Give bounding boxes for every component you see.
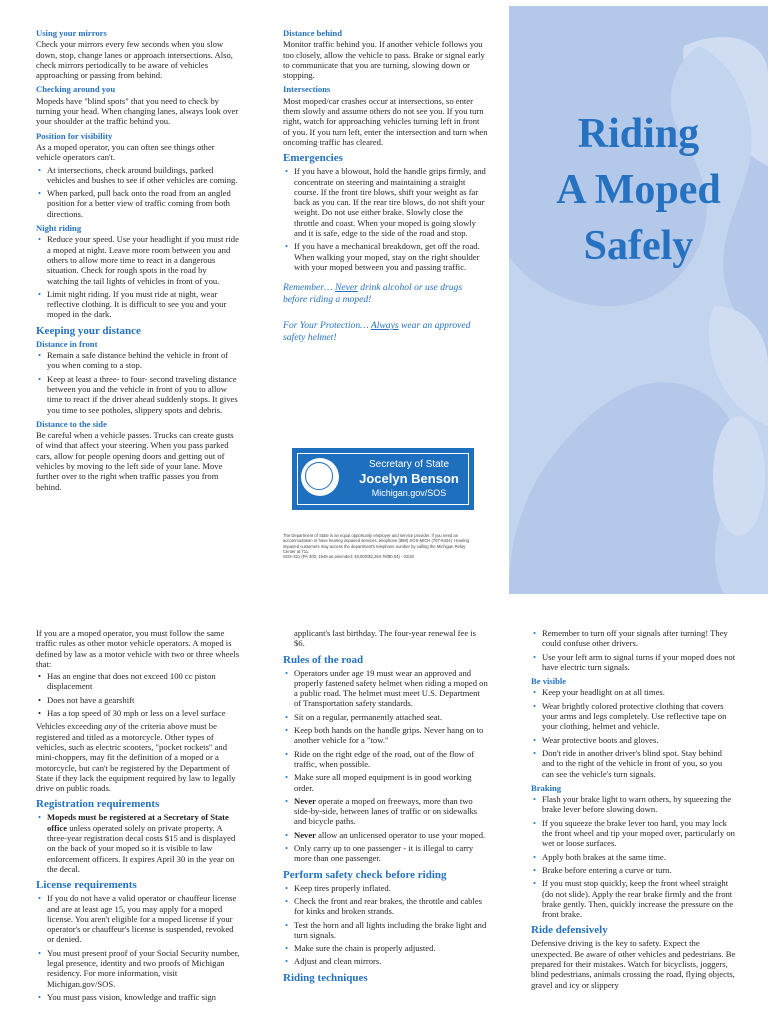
list-item: • At intersections, check around buildings, parked vehicles and bushes to see if other vehicles are coming. bbox=[36, 165, 239, 186]
top-middle-column bbox=[283, 28, 488, 358]
side-text: Be careful when a vehicle passes. Trucks can create gusts of wind that affect your steering. When you pass parked cars, allow for people opening doors and getting out of vehicles by moving to the left side of your lane. Move further over to the right when traffic passes you from behind. bbox=[36, 430, 234, 492]
list-item: • Keep at least a three- to four- second traveling distance between you and the vehicle in front of you to allow time to react if the driver ahead suddenly stops. It gives you time to see potholes, slippery spots and debris. bbox=[36, 374, 239, 415]
sos-title: Secretary of State bbox=[368, 459, 450, 470]
state-seal-icon bbox=[301, 458, 339, 496]
list-item: • If you do not have a valid operator or chauffeur license and are at least age 15, you may apply for a moped license. You aren't eligible for a moped license if your operator's or chauffeur's license is suspended, revoked or denied. bbox=[36, 893, 242, 944]
list-item: • If you have a mechanical breakdown, get off the road. When walking your moped, stay on the right shoulder with your moped between you and passing traffic. bbox=[283, 241, 488, 272]
braking-heading: Braking bbox=[531, 782, 562, 793]
top-left-column bbox=[36, 28, 239, 494]
front-heading: Distance in front bbox=[36, 338, 98, 349]
list-item: • Apply both brakes at the same time. bbox=[531, 852, 736, 862]
safety-check-heading: Perform safety check before riding bbox=[283, 868, 447, 881]
bottom-left-column bbox=[36, 628, 242, 1005]
list-item: • If you have a blowout, hold the handle grips firmly, and concentrate on steering and maintaining a straight course. If the front tire blows, shift your weight as far back as you can. If the rear tire blows, do not shift your weight. Do not use either brake. Slowly close the throttle and coast. When your moped is going slowly and it is safe, edge to the side of the road and stop. bbox=[283, 166, 488, 238]
list-item: • Remain a safe distance behind the vehicle in front of you when coming to a stop. bbox=[36, 350, 239, 371]
fine-print: The Department of State is an equal opportunity employer and service provider. If you need an accommodation or have hearing impaired services, telephone (888) SOS-MICH (767-6424). Hearing impaired customers may access the department's telephone number by calling the Michigan Relay Center at 711. SOS-321 (PA 300, 1949 as amended; 48,000/$2,294.78/$0.04) - 02/20 bbox=[283, 533, 469, 560]
night-heading: Night riding bbox=[36, 223, 82, 234]
list-item: • Wear brightly colored protective clothing that covers your arms and legs completely. Use reflective tape on your clothing, helmet and vehicle. bbox=[531, 701, 736, 732]
sos-logo-badge bbox=[292, 448, 474, 510]
list-item: • Never allow an unlicensed operator to use your moped. bbox=[283, 830, 488, 840]
list-item: • Remember to turn off your signals after turning! They could confuse other drivers. bbox=[531, 628, 736, 649]
bottom-middle-column bbox=[283, 628, 488, 986]
registration-heading: Registration requirements bbox=[36, 798, 160, 811]
mirrors-text: Check your mirrors every few seconds when you slow down, stop, change lanes or approach intersections. Also, check mirrors periodically to be aware of vehicles approaching or passing from behind. bbox=[36, 39, 233, 81]
continued-text: applicant's last birthday. The four-year renewal fee is $6. bbox=[294, 628, 477, 649]
vehicles-text: Vehicles exceeding any of the criteria above must be registered and titled as a motorcycle. Other types of vehicles, such as electric scooters, "pocket rockets" and mini-choppers, may fit the definition of a moped or a motorcycle, but can't be registered by the Department of State if they lack the equipment required by law to legally drive on public roads. bbox=[36, 721, 236, 794]
visible-heading: Be visible bbox=[531, 676, 567, 687]
list-item: • Use your left arm to signal turns if your moped does not have electric turn signals. bbox=[531, 652, 736, 673]
intersections-text: Most moped/car crashes occur at intersections, so enter them slowly and assume others do not see you. If you turn right, watch for approaching vehicles turning left in front of you. If you turn left, enter the intersection and turn when oncoming traffic has cleared. bbox=[283, 95, 488, 147]
list-item: • Never operate a moped on freeways, more than two side-by-side, between lanes of traffic or on sidewalks and bicycle paths. bbox=[283, 796, 488, 827]
bottom-right-column bbox=[531, 628, 736, 992]
sos-name: Jocelyn Benson bbox=[359, 471, 459, 486]
emergencies-heading: Emergencies bbox=[283, 152, 343, 165]
mirrors-heading: Using your mirrors bbox=[36, 28, 107, 38]
defensive-text: Defensive driving is the key to safety. Expect the unexpected. Be aware of other vehicles and pedestrians. Be prepared for their mistakes. Watch for bicyclists, joggers, blind pedestrians, animals crossing the road, flying objects, gravel and icy or slippery bbox=[531, 938, 736, 990]
list-item: • Don't ride in another driver's blind spot. Stay behind and to the right of the vehicle in front of you, so you can see the vehicle's turn signals. bbox=[531, 748, 736, 779]
list-item: • You must pass vision, knowledge and traffic sign bbox=[36, 992, 242, 1002]
intersections-heading: Intersections bbox=[283, 84, 331, 95]
behind-heading: Distance behind bbox=[283, 28, 342, 38]
list-item: • Only carry up to one passenger - it is illegal to carry more than one passenger. bbox=[283, 843, 488, 864]
list-item: • Check the front and rear brakes, the throttle and cables for kinks and broken strands. bbox=[283, 896, 488, 917]
keeping-heading: Keeping your distance bbox=[36, 324, 141, 337]
list-item: • Brake before entering a curve or turn. bbox=[531, 865, 736, 875]
list-item: • Sit on a regular, permanently attached seat. bbox=[283, 712, 488, 722]
behind-text: Monitor traffic behind you. If another vehicle follows you too closely, allow the vehicle to pass. Brake or signal early to communicate that you are turning, slowing down or stopping. bbox=[283, 39, 485, 81]
sos-website: Michigan.gov/SOS bbox=[371, 488, 447, 498]
list-item: • Flash your brake light to warn others, by squeezing the brake lever before slowing down. bbox=[531, 794, 736, 815]
list-item: • Keep your headlight on at all times. bbox=[531, 687, 736, 697]
list-item: • Keep both hands on the handle grips. Never hang on to another vehicle for a "tow." bbox=[283, 725, 488, 746]
side-heading: Distance to the side bbox=[36, 418, 107, 429]
list-item: • Make sure the chain is properly adjusted. bbox=[283, 943, 488, 953]
list-item: • Make sure all moped equipment is in good working order. bbox=[283, 772, 488, 793]
list-item: • Adjust and clean mirrors. bbox=[283, 956, 488, 966]
protection-note: For Your Protection… Always wear an approved safety helmet! bbox=[283, 320, 471, 344]
defensive-heading: Ride defensively bbox=[531, 924, 608, 937]
rules-heading: Rules of the road bbox=[283, 653, 364, 666]
techniques-heading: Riding techniques bbox=[283, 971, 368, 984]
cover-panel bbox=[509, 6, 768, 594]
list-item: • If you squeeze the brake lever too hard, you may lock the front wheel and tip your moped over, particularly on wet or loose surfaces. bbox=[531, 818, 736, 849]
remember-note: Remember… Never drink alcohol or use drugs before riding a moped! bbox=[283, 282, 463, 306]
list-item: • Reduce your speed. Use your headlight if you must ride a moped at night. Leave more room between you and others to allow more time to react in a dangerous situation. Check for rough spots in the road by watching the tail lights of vehicles in front of you. bbox=[36, 234, 239, 285]
intro-text: If you are a moped operator, you must follow the same traffic rules as other motor vehicle operators. A moped is defined by law as a motor vehicle with two or three wheels that: bbox=[36, 628, 240, 669]
license-heading: License requirements bbox=[36, 879, 137, 892]
list-item: • Has a top speed of 30 mph or less on a level surface bbox=[36, 708, 242, 718]
position-text: As a moped operator, you can often see things other vehicle operators can't. bbox=[36, 141, 215, 163]
position-heading: Position for visibility bbox=[36, 130, 113, 141]
list-item: • You must present proof of your Social Security number, legal presence, identity and two proofs of Michigan residency. For more information, visit Michigan.gov/SOS. bbox=[36, 948, 242, 989]
checking-text: Mopeds have "blind spots" that you need to check by turning your head. When changing lanes, always look over your shoulder at the traffic behind you. bbox=[36, 95, 239, 127]
list-item: • When parked, pull back onto the road from an angled position for a better view of traffic coming from both directions. bbox=[36, 188, 239, 219]
list-item: • Does not have a gearshift bbox=[36, 695, 242, 705]
moped-graphic-icon bbox=[509, 6, 768, 594]
list-item: • Mopeds must be registered at a Secretary of State office unless operated solely on private property. A three-year registration decal costs $15 and is displayed on the back of your moped so it is visible to law enforcement officers. It expires April 30 in the year on the decal. bbox=[36, 812, 242, 874]
checking-heading: Checking around you bbox=[36, 84, 116, 95]
list-item: • Test the horn and all lights including the brake light and turn signals. bbox=[283, 920, 488, 941]
list-item: • Wear protective boots and gloves. bbox=[531, 735, 736, 745]
list-item: • Keep tires properly inflated. bbox=[283, 883, 488, 893]
list-item: • Ride on the right edge of the road, out of the flow of traffic, when possible. bbox=[283, 749, 488, 770]
list-item: • Limit night riding. If you must ride at night, wear reflective clothing. It is difficult to see you and your moped in the dark. bbox=[36, 289, 239, 320]
cover-title: Riding A Moped Safely bbox=[556, 111, 721, 269]
list-item: • Has an engine that does not exceed 100 cc piston displacement bbox=[36, 671, 242, 692]
list-item: • Operators under age 19 must wear an approved and properly fastened safety helmet when riding a moped on a public road. The helmet must meet U.S. Department of Transportation safety standards. bbox=[283, 668, 488, 709]
list-item: • If you must stop quickly, keep the front wheel straight (do not slide). Apply the rear brake firmly and the front brake gently. Then, quickly increase the pressure on the front brake. bbox=[531, 878, 736, 919]
